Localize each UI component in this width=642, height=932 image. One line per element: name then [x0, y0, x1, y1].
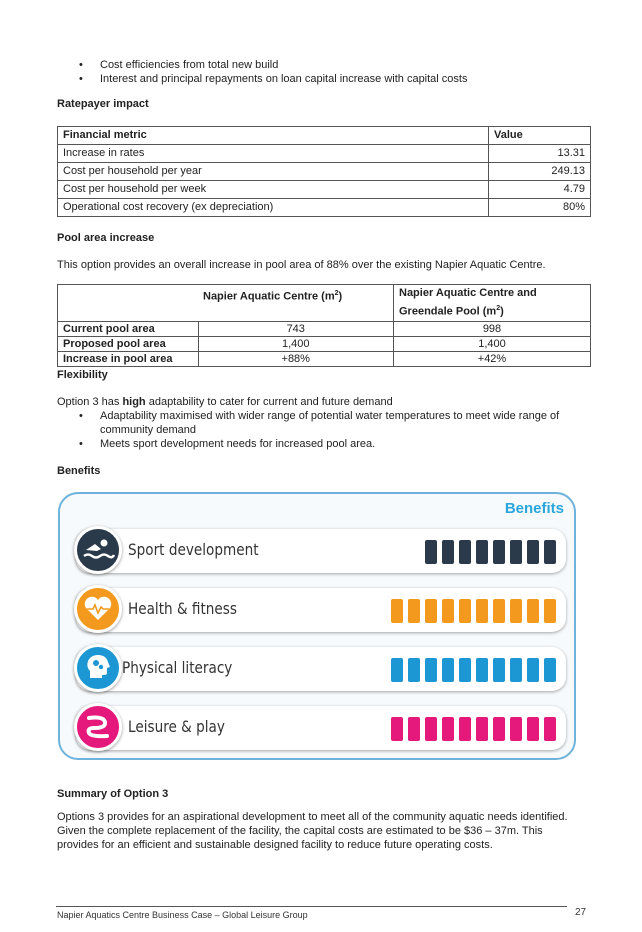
footer-text: Napier Aquatics Centre Business Case – Global Leisure Group — [57, 910, 308, 920]
score-bars — [425, 540, 556, 564]
flexibility-bullets — [60, 409, 585, 451]
score-bar — [544, 599, 556, 623]
swimmer-icon — [74, 526, 122, 574]
flex-text: Option 3 has — [57, 396, 123, 408]
score-bar — [476, 599, 488, 623]
score-bar — [544, 540, 556, 564]
score-bar — [527, 540, 539, 564]
score-bar — [476, 540, 488, 564]
table-row — [58, 181, 591, 199]
metric-cell: Cost per household per week — [58, 181, 489, 199]
score-bar — [493, 540, 505, 564]
pool-table — [57, 284, 591, 367]
col2-header — [394, 285, 591, 322]
score-bar — [476, 717, 488, 741]
metric-cell: Operational cost recovery (ex depreciation) — [58, 199, 489, 217]
score-bar — [510, 717, 522, 741]
benefit-row-leisure — [76, 706, 566, 750]
score-bar — [459, 599, 471, 623]
table-row — [58, 145, 591, 163]
pool-heading: Pool area increase — [57, 232, 155, 244]
score-bar — [459, 658, 471, 682]
table-row — [58, 336, 591, 351]
benefit-label: Leisure & play — [128, 717, 225, 736]
benefits-graphic-title: Benefits — [504, 500, 564, 517]
benefit-label: Sport development — [128, 540, 259, 559]
score-bar — [408, 599, 420, 623]
score-bar — [442, 658, 454, 682]
flexibility-heading: Flexibility — [57, 369, 108, 381]
ratepayer-table — [57, 126, 591, 217]
col-metric-header: Financial metric — [58, 127, 489, 145]
table-row — [58, 199, 591, 217]
table-row — [58, 351, 591, 366]
table-header-row — [58, 285, 591, 322]
score-bar — [391, 717, 403, 741]
pool-value: 1,400 — [198, 336, 394, 351]
pool-value: 743 — [198, 321, 394, 336]
waterslide-icon — [74, 703, 122, 751]
row-label: Proposed pool area — [58, 336, 199, 351]
score-bar — [408, 658, 420, 682]
col2-end: ) — [500, 305, 504, 318]
pool-value: +88% — [198, 351, 394, 366]
table-row — [58, 321, 591, 336]
benefits-graphic — [58, 492, 576, 760]
list-item: • Interest and principal repayments on loan capital increase with capital costs — [60, 72, 600, 86]
col-value-header: Value — [489, 127, 591, 145]
score-bar — [510, 540, 522, 564]
page-number: 27 — [575, 907, 587, 918]
benefit-row-health — [76, 588, 566, 632]
score-bar — [544, 717, 556, 741]
score-bar — [459, 540, 471, 564]
score-bar — [391, 658, 403, 682]
metric-cell: Cost per household per year — [58, 163, 489, 181]
flexibility-line — [57, 395, 597, 409]
score-bar — [493, 717, 505, 741]
score-bar — [425, 540, 437, 564]
row-label: Increase in pool area — [58, 351, 199, 366]
score-bar — [425, 658, 437, 682]
col2-text: Napier Aquatic Centre and Greendale Pool (m — [399, 287, 537, 318]
value-cell: 13.31 — [489, 145, 591, 163]
top-bullet-list — [60, 58, 600, 86]
pool-value: 1,400 — [394, 336, 591, 351]
score-bar — [544, 658, 556, 682]
footer-divider — [56, 906, 567, 907]
score-bar — [425, 599, 437, 623]
row-label: Current pool area — [58, 321, 199, 336]
score-bar — [493, 599, 505, 623]
benefit-label: Physical literacy — [122, 658, 233, 677]
score-bar — [425, 717, 437, 741]
score-bar — [527, 599, 539, 623]
empty-header — [58, 285, 199, 322]
benefit-row-literacy — [76, 647, 566, 691]
score-bar — [408, 717, 420, 741]
benefit-label: Health & fitness — [128, 599, 237, 618]
score-bar — [510, 599, 522, 623]
head-gears-icon — [74, 644, 122, 692]
score-bar — [510, 658, 522, 682]
score-bar — [527, 658, 539, 682]
summary-heading: Summary of Option 3 — [57, 788, 169, 800]
score-bar — [459, 717, 471, 741]
score-bars — [391, 658, 556, 682]
pool-intro: This option provides an overall increase in pool area of 88% over the existing Napier Aquatic Centre. — [57, 259, 546, 271]
benefit-row-sport — [76, 529, 566, 573]
col1-text: Napier Aquatic Centre (m — [203, 290, 335, 303]
score-bars — [391, 599, 556, 623]
score-bar — [493, 658, 505, 682]
score-bar — [391, 599, 403, 623]
pool-value: 998 — [394, 321, 591, 336]
pool-value: +42% — [394, 351, 591, 366]
value-cell: 249.13 — [489, 163, 591, 181]
col1-header — [198, 285, 394, 322]
score-bar — [527, 717, 539, 741]
metric-cell: Increase in rates — [58, 145, 489, 163]
score-bar — [476, 658, 488, 682]
score-bar — [442, 599, 454, 623]
value-cell: 4.79 — [489, 181, 591, 199]
score-bar — [442, 540, 454, 564]
table-header-row — [58, 127, 591, 145]
score-bar — [442, 717, 454, 741]
table-row — [58, 163, 591, 181]
heart-icon — [74, 585, 122, 633]
list-item: • Cost efficiencies from total new build — [60, 58, 600, 72]
summary-text: Options 3 provides for an aspirational development to meet all of the community aquatic needs identified. Given the complete replacement of the facility, the capital costs are estimated to be $36 – 37m. This provides for an efficient and sustainable designed facility to reduce future operating costs. — [57, 811, 568, 851]
benefits-heading: Benefits — [57, 465, 101, 477]
col2-sup: 2 — [496, 305, 501, 312]
flex-text-end: adaptability to cater for current and future demand — [145, 396, 393, 408]
ratepayer-heading: Ratepayer impact — [57, 98, 149, 110]
value-cell: 80% — [489, 199, 591, 217]
col1-sup: 2 — [334, 290, 339, 297]
col1-end: ) — [338, 290, 343, 303]
list-item: • Meets sport development needs for increased pool area. — [60, 437, 585, 451]
score-bars — [391, 717, 556, 741]
flex-bold: high — [122, 396, 146, 408]
list-item: • Adaptability maximised with wider range of potential water temperatures to meet wide range of community demand — [60, 409, 585, 437]
